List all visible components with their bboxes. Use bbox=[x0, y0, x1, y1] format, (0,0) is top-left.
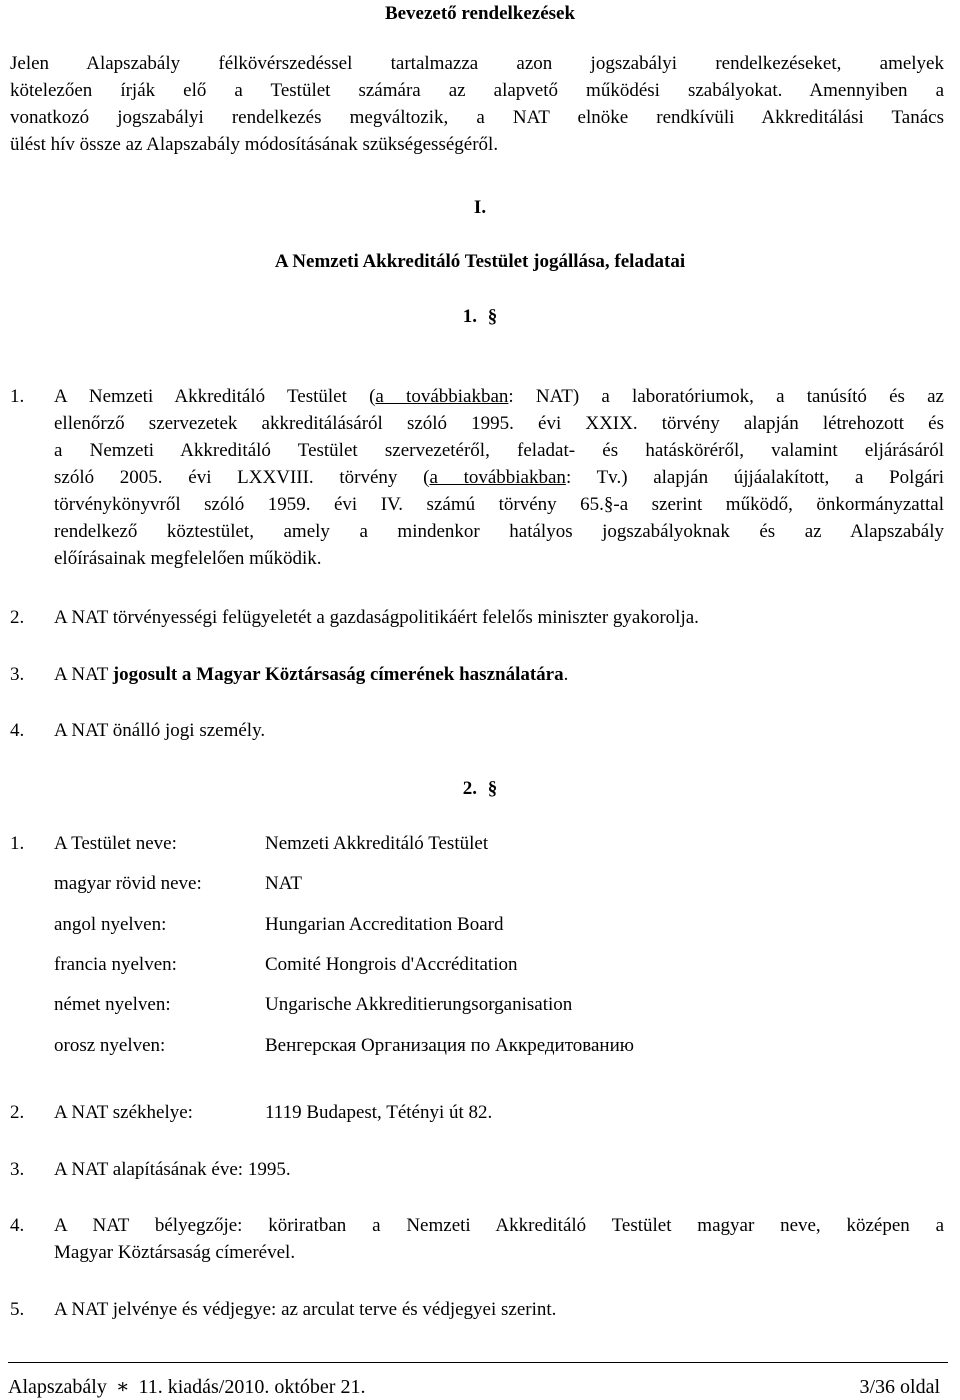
name-value: Венгерская Организация по Аккредитованию bbox=[265, 1035, 634, 1056]
s2-p4-line-1: A NAT bélyegzője: köriratban a Nemzeti Akkreditáló Testület magyar neve, középen a bbox=[54, 1215, 944, 1236]
text-run: szóló 2005. évi LXXVIII. törvény ( bbox=[54, 467, 430, 488]
paragraph-number: 3. bbox=[10, 664, 25, 685]
section-sign: § bbox=[603, 494, 614, 515]
text-run: : Tv.) alapján újjáalakított, a Polgári bbox=[565, 467, 944, 488]
s2-p4-line-2: Magyar Köztársaság címerével. bbox=[54, 1242, 296, 1263]
intro-line-1: Jelen Alapszabály félkövérszedéssel tartalmazza azon jogszabályi rendelkezéseket, amelyek bbox=[10, 53, 944, 74]
s1-p1-line-2: ellenőrző szervezetek akkreditálásáról szóló 1995. évi XXIX. törvény alapján létrehozott és bbox=[54, 413, 944, 434]
footer-divider bbox=[8, 1362, 948, 1363]
paragraph-number: 1. bbox=[10, 386, 25, 407]
footer-edition: 11. kiadás/2010. október 21. bbox=[138, 1376, 366, 1398]
paragraph-number: 2. bbox=[10, 607, 25, 628]
text-run: -a szerint működő, önkormányzattal bbox=[613, 494, 944, 515]
paragraph-number: 2. bbox=[10, 1102, 25, 1123]
s1-p2-text: A NAT törvényességi felügyeletét a gazdaságpolitikáért felelős miniszter gyakorolja. bbox=[54, 607, 699, 628]
name-label: angol nyelven: bbox=[54, 914, 167, 935]
name-value: Comité Hongrois d'Accréditation bbox=[265, 954, 518, 975]
name-label: orosz nyelven: bbox=[54, 1035, 166, 1056]
page-footer bbox=[8, 1374, 948, 1400]
footer-page-number: 3/36 oldal bbox=[859, 1376, 940, 1398]
name-value: NAT bbox=[265, 873, 302, 894]
footer-separator-icon: ∗ bbox=[115, 1376, 130, 1398]
underlined-term: a továbbiakban bbox=[375, 386, 509, 407]
name-row bbox=[54, 951, 934, 978]
name-label: német nyelven: bbox=[54, 994, 171, 1015]
paragraph-number: 3. bbox=[10, 1159, 25, 1180]
section-sign: § bbox=[487, 778, 498, 799]
intro-line-2: kötelezően írják elő a Testület számára az alapvető működési szabályokat. Amennyiben a bbox=[10, 80, 944, 101]
s1-p1-line-4 bbox=[54, 464, 944, 491]
text-run: A Nemzeti Akkreditáló Testület ( bbox=[54, 386, 376, 407]
seat-value: 1119 Budapest, Tétényi út 82. bbox=[265, 1102, 493, 1123]
name-label: A Testület neve: bbox=[54, 833, 177, 854]
paragraph-number: 1. bbox=[10, 833, 25, 854]
section-1-heading bbox=[0, 303, 960, 330]
paragraph-number: 4. bbox=[10, 1215, 25, 1236]
name-row bbox=[54, 830, 934, 857]
name-row bbox=[54, 991, 934, 1018]
footer-doc-name: Alapszabály bbox=[8, 1376, 107, 1398]
name-label: francia nyelven: bbox=[54, 954, 177, 975]
seat-label: A NAT székhelye: bbox=[54, 1102, 193, 1123]
s1-p3-text bbox=[54, 661, 944, 688]
seat-row bbox=[54, 1099, 934, 1126]
text-run: : NAT) a laboratóriumok, a tanúsító és az bbox=[508, 386, 944, 407]
s2-p3-text: A NAT alapításának éve: 1995. bbox=[54, 1159, 291, 1180]
intro-line-4: ülést hív össze az Alapszabály módosításának szükségességéről. bbox=[10, 134, 499, 155]
paragraph-number: 4. bbox=[10, 720, 25, 741]
name-value: Ungarische Akkreditierungsorganisation bbox=[265, 994, 573, 1015]
intro-line-3: vonatkozó jogszabályi rendelkezés megváltozik, a NAT elnöke rendkívüli Akkreditálási Tanács bbox=[10, 107, 944, 128]
text-run: . bbox=[563, 664, 569, 685]
name-row bbox=[54, 870, 934, 897]
s1-p1-line-1 bbox=[54, 383, 944, 410]
section-1-number: 1. bbox=[462, 306, 477, 327]
s1-p1-line-5 bbox=[54, 491, 944, 518]
section-sign: § bbox=[487, 306, 498, 327]
s1-p1-line-7: előírásainak megfelelően működik. bbox=[54, 548, 322, 569]
text-run: törvénykönyvről szóló 1959. évi IV. számú törvény 65. bbox=[54, 494, 604, 515]
s1-p1-line-3: a Nemzeti Akkreditáló Testület szervezetéről, feladat- és hatásköréről, valamint eljárásáról bbox=[54, 440, 944, 461]
name-row bbox=[54, 1032, 934, 1059]
s2-p5-text: A NAT jelvénye és védjegye: az arculat terve és védjegyei szerint. bbox=[54, 1299, 557, 1320]
section-title: Bevezető rendelkezések bbox=[384, 3, 576, 24]
section-2-heading bbox=[0, 775, 960, 802]
name-row bbox=[54, 911, 934, 938]
chapter-title: A Nemzeti Akkreditáló Testület jogállása, feladatai bbox=[274, 251, 686, 272]
s1-p1-line-6: rendelkező köztestület, amely a mindenkor hatályos jogszabályoknak és az Alapszabály bbox=[54, 521, 944, 542]
name-value: Nemzeti Akkreditáló Testület bbox=[265, 833, 489, 854]
bold-text: jogosult a Magyar Köztársaság címerének használatára bbox=[112, 664, 564, 685]
name-value: Hungarian Accreditation Board bbox=[265, 914, 504, 935]
paragraph-number: 5. bbox=[10, 1299, 25, 1320]
name-label: magyar rövid neve: bbox=[54, 873, 202, 894]
section-2-number: 2. bbox=[462, 778, 477, 799]
s1-p4-text: A NAT önálló jogi személy. bbox=[54, 720, 266, 741]
text-run: A NAT bbox=[54, 664, 113, 685]
chapter-number: I. bbox=[473, 197, 487, 218]
underlined-term: a továbbiakban bbox=[429, 467, 566, 488]
